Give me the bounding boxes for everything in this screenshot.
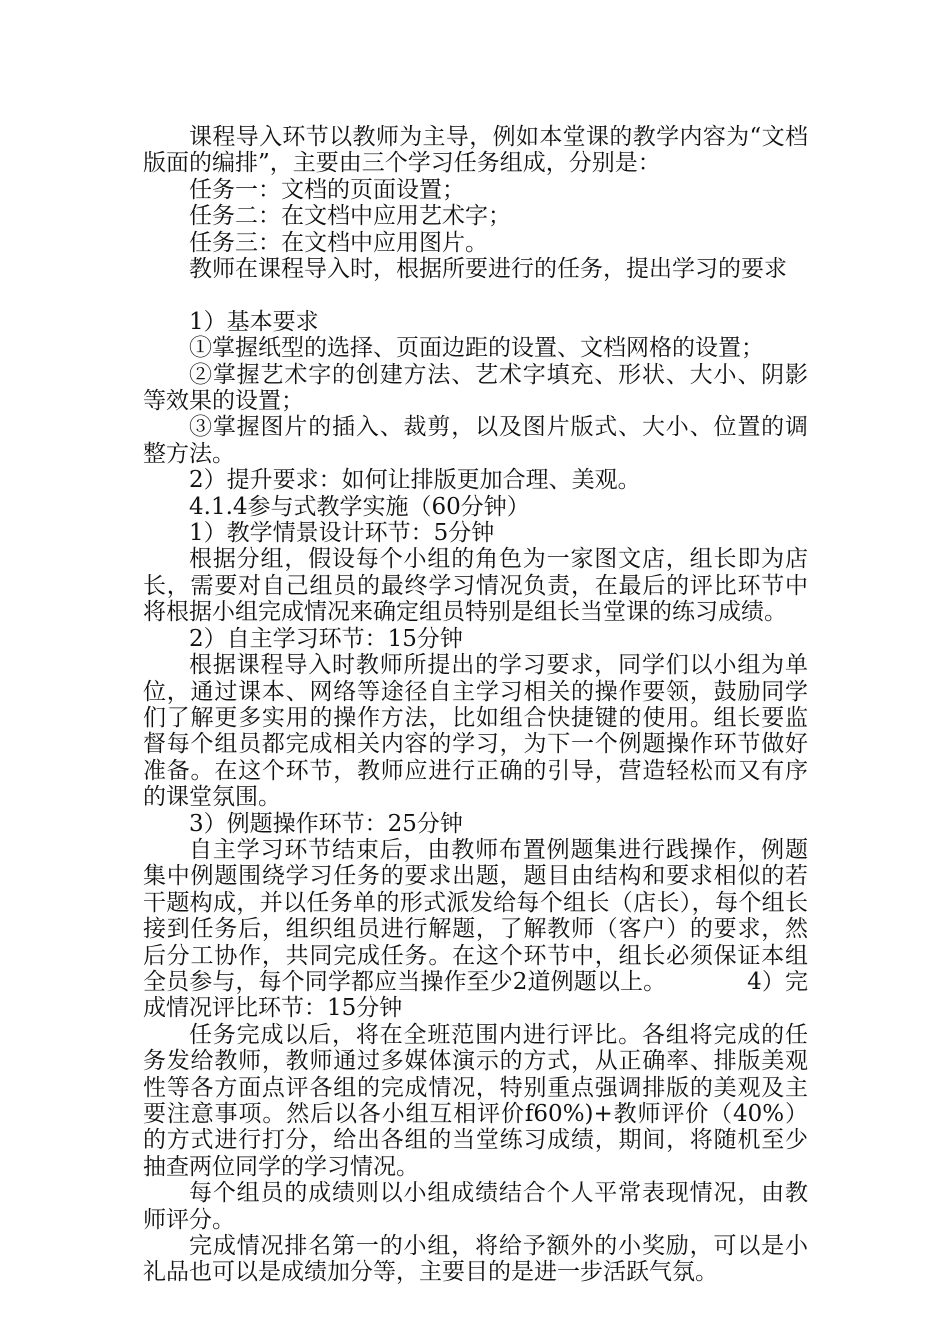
paragraph-task-two: 任务二：在文档中应用艺术字；: [189, 203, 511, 230]
blank-line: [143, 282, 808, 308]
paragraph-member-scoring: 每个组员的成绩则以小组成绩结合个人平常表现情况，由教师评分。: [143, 1180, 808, 1233]
paragraph-course-intro: 课程导入环节以教师为主导，例如本堂课的教学内容为“文档版面的编排”，主要由三个学习任务组成，分别是：: [143, 124, 808, 177]
list-item-images: ③掌握图片的插入、裁剪，以及图片版式、大小、位置的调整方法。: [143, 414, 808, 467]
paragraph-evaluation: 任务完成以后，将在全班范围内进行评比。各组将完成的任务发给教师，教师通过多媒体演示的方式，从正确率、排版美观性等各方面点评各组的完成情况，特别重点强调排版的美观及主要注意事项。然后以各小组互相评价f60%)+教师评价（40%）的方式进行打分，给出各组的当堂练习成绩，期间，将随机至少抽查两位同学的学习情况。: [143, 1021, 808, 1180]
paragraph-scenario-design: 根据分组，假设每个小组的角色为一家图文店，组长即为店长，需要对自己组员的最终学习情况负责，在最后的评比环节中将根据小组完成情况来确定组员特别是组长当堂课的练习成绩。: [143, 546, 808, 626]
list-item-wordart: ②掌握艺术字的创建方法、艺术字填充、形状、大小、阴影等效果的设置；: [143, 361, 808, 415]
heading-scenario-design: 1）教学情景设计环节：5分钟: [189, 520, 495, 547]
paragraph-task-three: 任务三：在文档中应用图片。: [189, 229, 488, 256]
heading-basic-requirements: 1）基本要求: [189, 308, 319, 335]
paragraph-example-practice: 自主学习环节结束后，由教师布置例题集进行践操作，例题集中例题围绕学习任务的要求出题，题目由结构和要求相似的若干题构成，并以任务单的形式派发给每个组长（店长），每个组长接到任务后，组织组员进行解题，了解教师（客户）的要求，然后分工协作，共同完成任务。在这个环节中，组长必须保证本组全员参与，每个同学都应当操作至少2道例题以上。 4）完成情况评比环节：15分钟: [143, 836, 808, 1022]
paragraph-self-study: 根据课程导入时教师所提出的学习要求，同学们以小组为单位，通过课本、网络等途径自主学习相关的操作要领，鼓励同学们了解更多实用的操作方法，比如组合快捷键的使用。组长要监督每个组员都完成相关内容的学习，为下一个例题操作环节做好准备。在这个环节，教师应进行正确的引导，营造轻松而又有序的课堂氛围。: [143, 652, 808, 811]
document-body: [143, 124, 808, 1286]
list-item-paper-setup: ①掌握纸型的选择、页面边距的设置、文档网格的设置；: [189, 335, 764, 362]
heading-advanced-requirements: 2）提升要求：如何让排版更加合理、美观。: [189, 467, 641, 494]
paragraph-teacher-requirements: 教师在课程导入时，根据所要进行的任务，提出学习的要求: [189, 256, 787, 283]
paragraph-rewards: 完成情况排名第一的小组，将给予额外的小奖励，可以是小礼品也可以是成绩加分等，主要目的是进一步活跃气氛。: [143, 1233, 808, 1286]
paragraph-task-one: 任务一：文档的页面设置；: [189, 176, 465, 203]
heading-example-practice: 3）例题操作环节：25分钟: [189, 810, 463, 837]
heading-self-study: 2）自主学习环节：15分钟: [189, 625, 463, 652]
section-heading-participatory-teaching: 4.1.4参与式教学实施（60分钟）: [189, 493, 530, 520]
